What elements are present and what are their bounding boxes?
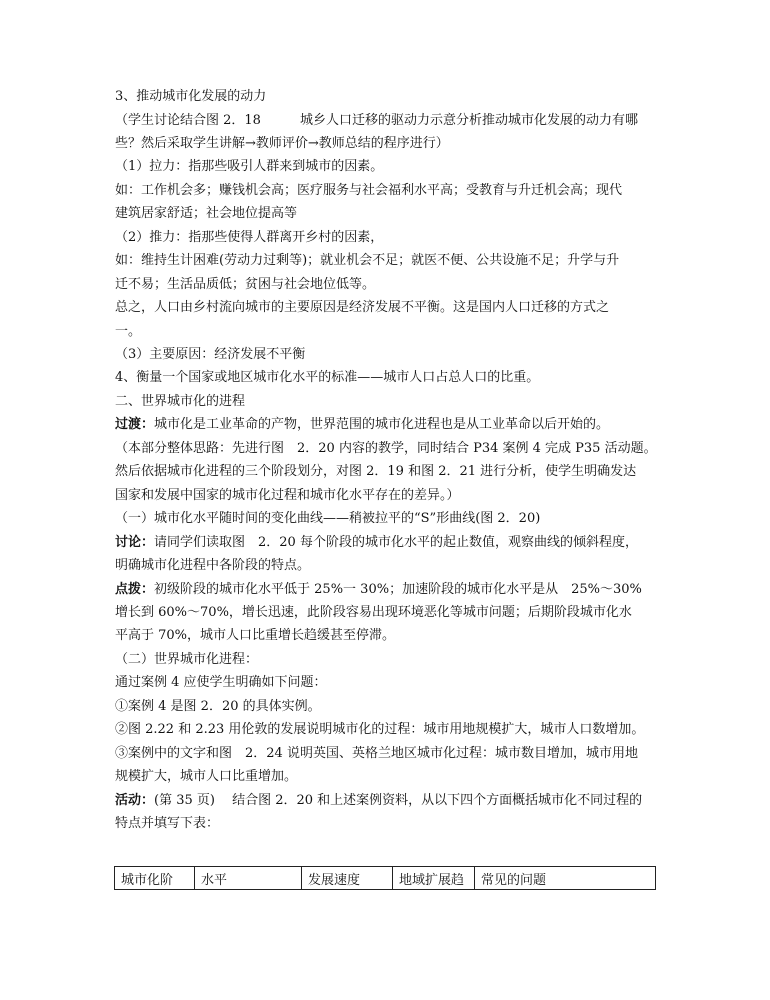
line-text: 建筑居家舒适；社会地位提高等 <box>115 206 298 222</box>
line-text: 迁不易；生活品质低；贫困与社会地位低等。 <box>115 276 376 292</box>
line-text: （一）城市化水平随时间的变化曲线——稍被拉平的“S”形曲线(图 2．20) <box>115 511 541 527</box>
text-line <box>115 347 305 363</box>
table-header-cell: 发展速度 <box>302 867 393 890</box>
text-line <box>115 370 539 386</box>
text-line <box>115 136 449 152</box>
table-header-cell: 地域扩展趋 <box>393 867 475 890</box>
text-line <box>115 230 383 246</box>
line-text: （学生讨论结合图 2．18 城乡人口迁移的驱动力示意分析推动城市化发展的动力有哪 <box>115 112 638 128</box>
line-text: (第 35 页) 结合图 2．20 和上述案例资料，从以下四个方面概括城市化不同过程的 <box>154 792 643 808</box>
line-text: （二）世界城市化进程： <box>115 651 259 667</box>
line-text: ②图 2.22 和 2.23 用伦敦的发展说明城市化的过程：城市用地规模扩大，城市人口数增加。 <box>115 722 645 738</box>
text-line <box>115 511 540 527</box>
text-line <box>115 558 310 574</box>
text-line <box>115 394 245 410</box>
text-line <box>115 277 375 293</box>
text-line <box>115 300 609 316</box>
text-line <box>115 89 266 105</box>
text-line <box>115 113 638 129</box>
line-text: 初级阶段的城市化水平低于 25%一 30%；加速阶段的城市化水平是从 25%～30% <box>154 581 642 597</box>
text-line <box>115 675 327 691</box>
line-text: 通过案例 4 应使学生明确如下问题： <box>115 675 327 691</box>
text-line <box>115 652 258 668</box>
line-text: 请同学们读取图 2．20 每个阶段的城市化水平的起止数值，观察曲线的倾斜程度， <box>154 534 638 550</box>
line-text: 如：工作机会多；赚钱机会高；医疗服务与社会福利水平高；受教育与升迁机会高；现代 <box>115 182 623 198</box>
text-line <box>115 183 622 199</box>
paragraph-label: 讨论： <box>115 534 155 550</box>
line-text: 些？然后采取学生讲解→教师评价→教师总结的程序进行） <box>115 135 449 151</box>
text-line <box>115 464 636 480</box>
text-line <box>115 582 642 598</box>
line-text: 明确城市化进程中各阶段的特点。 <box>115 558 311 573</box>
line-text: 如：维持生计困难(劳动力过剩等)；就业机会不足；就医不便、公共设施不足；升学与升 <box>115 253 620 269</box>
text-line <box>115 441 657 457</box>
line-text: 平高于 70%，城市人口比重增长趋缓甚至停滞。 <box>115 628 396 644</box>
text-line <box>115 628 395 644</box>
line-text: 3、推动城市化发展的动力 <box>115 89 267 104</box>
line-text: 国家和发展中国家的城市化过程和城市化水平存在的差异。） <box>115 487 460 503</box>
line-text: 城市化是工业革命的产物，世界范围的城市化进程也是从工业革命以后开始的。 <box>154 417 610 433</box>
text-line <box>115 722 644 738</box>
line-text: 然后依据城市化进程的三个阶段划分，对图 2．19 和图 2．21 进行分析，使学生明确发达 <box>115 464 637 480</box>
urbanization-stage-table <box>114 866 656 890</box>
text-line <box>115 417 609 433</box>
line-text: ③案例中的文字和图 2．24 说明英国、英格兰地区城市化过程：城市数目增加，城市用地 <box>115 745 638 761</box>
line-text: 总之，人口由乡村流向城市的主要原因是经济发展不平衡。这是国内人口迁移的方式之 <box>115 300 610 315</box>
text-line <box>115 793 642 809</box>
line-text: 一。 <box>115 323 142 339</box>
text-line <box>115 746 638 762</box>
line-text: （本部分整体思路：先进行图 2．20 内容的教学，同时结合 P34 案例 4 完成 P35 活动题。 <box>115 440 657 456</box>
text-line <box>115 605 632 621</box>
line-text: 特点并填写下表： <box>115 815 220 831</box>
table-header-row <box>115 867 656 890</box>
paragraph-label: 点拨： <box>115 581 155 597</box>
line-text: 二、世界城市化的进程 <box>115 393 246 409</box>
line-text: （1）拉力：指那些吸引人群来到城市的因素。 <box>115 159 384 175</box>
text-line <box>115 816 219 832</box>
paragraph-label: 活动： <box>115 792 155 808</box>
line-text: 增长到 60%～70%，增长迅速，此阶段容易出现环境恶化等城市问题；后期阶段城市化水 <box>115 604 632 620</box>
text-line <box>115 206 297 222</box>
text-line <box>115 324 141 340</box>
table-header-cell: 水平 <box>195 867 302 890</box>
line-text: （2）推力：指那些使得人群离开乡村的因素， <box>115 229 384 245</box>
text-line <box>115 159 383 175</box>
text-line <box>115 535 638 551</box>
line-text: 4、衡量一个国家或地区城市化水平的标准——城市人口占总人口的比重。 <box>115 370 540 386</box>
table-header-cell: 常见的问题 <box>475 867 656 890</box>
text-line <box>115 699 321 715</box>
line-text: 规模扩大，城市人口比重增加。 <box>115 769 298 784</box>
table-header-cell: 城市化阶 <box>115 867 195 890</box>
paragraph-label: 过渡： <box>115 417 155 433</box>
text-line <box>115 488 460 504</box>
text-line <box>115 253 619 269</box>
line-text: ①案例 4 是图 2．20 的具体实例。 <box>115 698 321 714</box>
line-text: （3）主要原因：经济发展不平衡 <box>115 346 306 362</box>
text-line <box>115 769 297 785</box>
